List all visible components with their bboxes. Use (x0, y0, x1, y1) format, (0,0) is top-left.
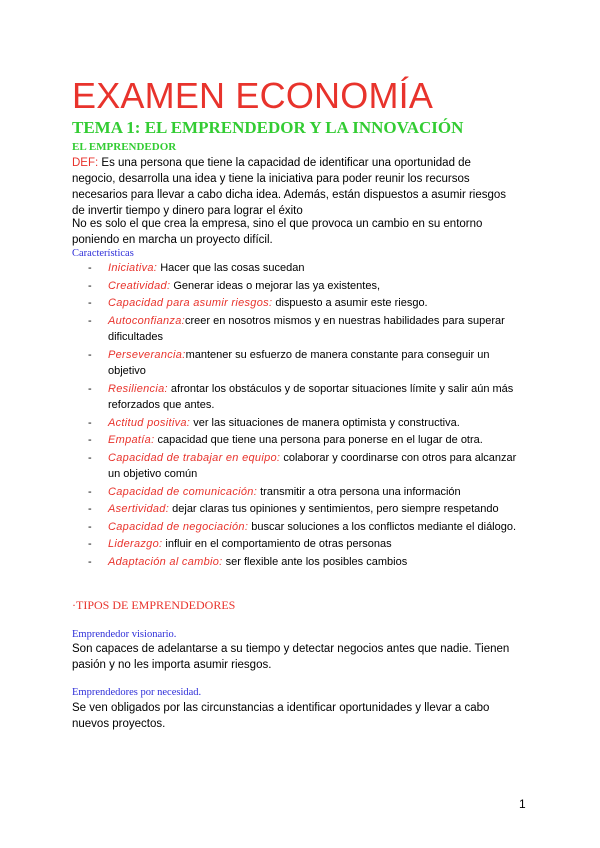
characteristic-term: Asertividad: (108, 503, 170, 515)
tipo-label-visionario: Emprendedor visionario. (72, 629, 177, 640)
tipo-text-visionario: Son capaces de adelantarse a su tiempo y detectar negocios antes que nadie. Tienen pasión y no les importa asumir riesgos. (72, 643, 510, 671)
dash-bullet: - (88, 314, 92, 327)
definition-paragraph (72, 155, 512, 219)
list-item (88, 347, 518, 380)
page-number: 1 (519, 797, 526, 811)
list-item (88, 501, 518, 518)
characteristic-desc: influir en el comportamiento de otras personas (162, 538, 392, 550)
dash-bullet: - (88, 348, 92, 361)
definition-extra-paragraph: No es solo el que crea la empresa, sino el que provoca un cambio en su entorno poniendo en marcha un proyecto difícil. (72, 218, 483, 246)
characteristic-term: Perseverancia: (108, 348, 186, 361)
characteristic-term: Capacidad de trabajar en equipo: (108, 451, 281, 464)
characteristic-desc: transmitir a otra persona una información (257, 485, 461, 498)
characteristic-term: Resiliencia: (108, 382, 168, 395)
dash-bullet: - (88, 382, 92, 395)
list-item (88, 450, 518, 483)
list-item (88, 484, 518, 501)
characteristics-label: Características (72, 248, 134, 259)
characteristic-desc: mantener su esfuerzo de manera constante para conseguir un objetivo (108, 348, 490, 377)
characteristic-term: Capacidad de comunicación: (108, 485, 258, 498)
definition-text: Es una persona que tiene la capacidad de identificar una oportunidad de negocio, desarrolla una idea y tiene la iniciativa para poder reunir los recursos necesarios para llevar a cabo dicha idea. Además, están dispuestos a asumir riesgos de invertir tiempo y dinero para lograr el éxito (72, 157, 507, 217)
list-item (88, 519, 518, 536)
list-item (88, 415, 518, 432)
characteristic-term: Empatía: (108, 434, 155, 446)
topic-heading: TEMA 1: EL EMPRENDEDOR Y LA INNOVACIÓN (72, 118, 464, 137)
list-item (88, 313, 518, 346)
section-heading: EL EMPRENDEDOR (72, 141, 177, 153)
characteristic-desc: Hacer que las cosas sucedan (157, 262, 305, 274)
characteristic-term: Adaptación al cambio: (108, 555, 223, 568)
list-item (88, 381, 518, 414)
dash-bullet: - (88, 503, 92, 515)
tipos-heading: ·TIPOS DE EMPRENDEDORES (72, 598, 236, 612)
characteristic-term: Actitud positiva: (108, 416, 191, 429)
characteristics-list (88, 260, 518, 571)
tipo-label-necesidad: Emprendedores por necesidad. (72, 687, 202, 698)
definition-label: DEF: (72, 157, 99, 169)
document-title: EXAMEN ECONOMÍA (72, 75, 434, 116)
characteristic-desc: capacidad que tiene una persona para ponerse en el lugar de otra. (154, 434, 483, 446)
characteristic-term: Capacidad de negociación: (108, 520, 249, 533)
dash-bullet: - (88, 451, 92, 464)
list-item (88, 260, 518, 277)
dash-bullet: - (88, 485, 92, 498)
characteristic-desc: colaborar y coordinarse con otros para alcanzar un objetivo común (108, 451, 517, 480)
list-item (88, 554, 518, 571)
list-item (88, 278, 518, 295)
characteristic-desc: buscar soluciones a los conflictos mediante el diálogo. (248, 520, 517, 533)
characteristic-desc: Generar ideas o mejorar las ya existentes, (170, 279, 381, 292)
list-item (88, 432, 518, 449)
characteristic-term: Liderazgo: (108, 538, 163, 550)
characteristic-desc: dejar claras tus opiniones y sentimientos, pero siempre respetando (169, 503, 499, 515)
dash-bullet: - (88, 416, 92, 429)
dash-bullet: - (88, 434, 92, 446)
characteristic-desc: creer en nosotros mismos y en nuestras habilidades para superar dificultades (108, 314, 505, 343)
dash-bullet: - (88, 555, 92, 568)
dash-bullet: - (88, 520, 92, 533)
characteristic-desc: afrontar los obstáculos y de soportar situaciones límite y salir aún más reforzados que antes. (108, 382, 514, 411)
characteristic-desc: ser flexible ante los posibles cambios (222, 555, 408, 568)
characteristic-term: Capacidad para asumir riesgos: (108, 297, 273, 309)
list-item (88, 536, 518, 553)
tipo-text-necesidad: Se ven obligados por las circunstancias a identificar oportunidades y llevar a cabo nuevos proyectos. (72, 702, 490, 730)
dash-bullet: - (88, 279, 92, 292)
dash-bullet: - (88, 538, 92, 550)
dash-bullet: - (88, 297, 92, 309)
characteristic-term: Creatividad: (108, 279, 171, 292)
characteristic-term: Autoconfianza: (108, 314, 185, 327)
characteristic-term: Iniciativa: (108, 262, 158, 274)
characteristic-desc: ver las situaciones de manera optimista y constructiva. (190, 416, 460, 429)
list-item (88, 295, 518, 312)
dash-bullet: - (88, 262, 92, 274)
characteristic-desc: dispuesto a asumir este riesgo. (272, 297, 428, 309)
